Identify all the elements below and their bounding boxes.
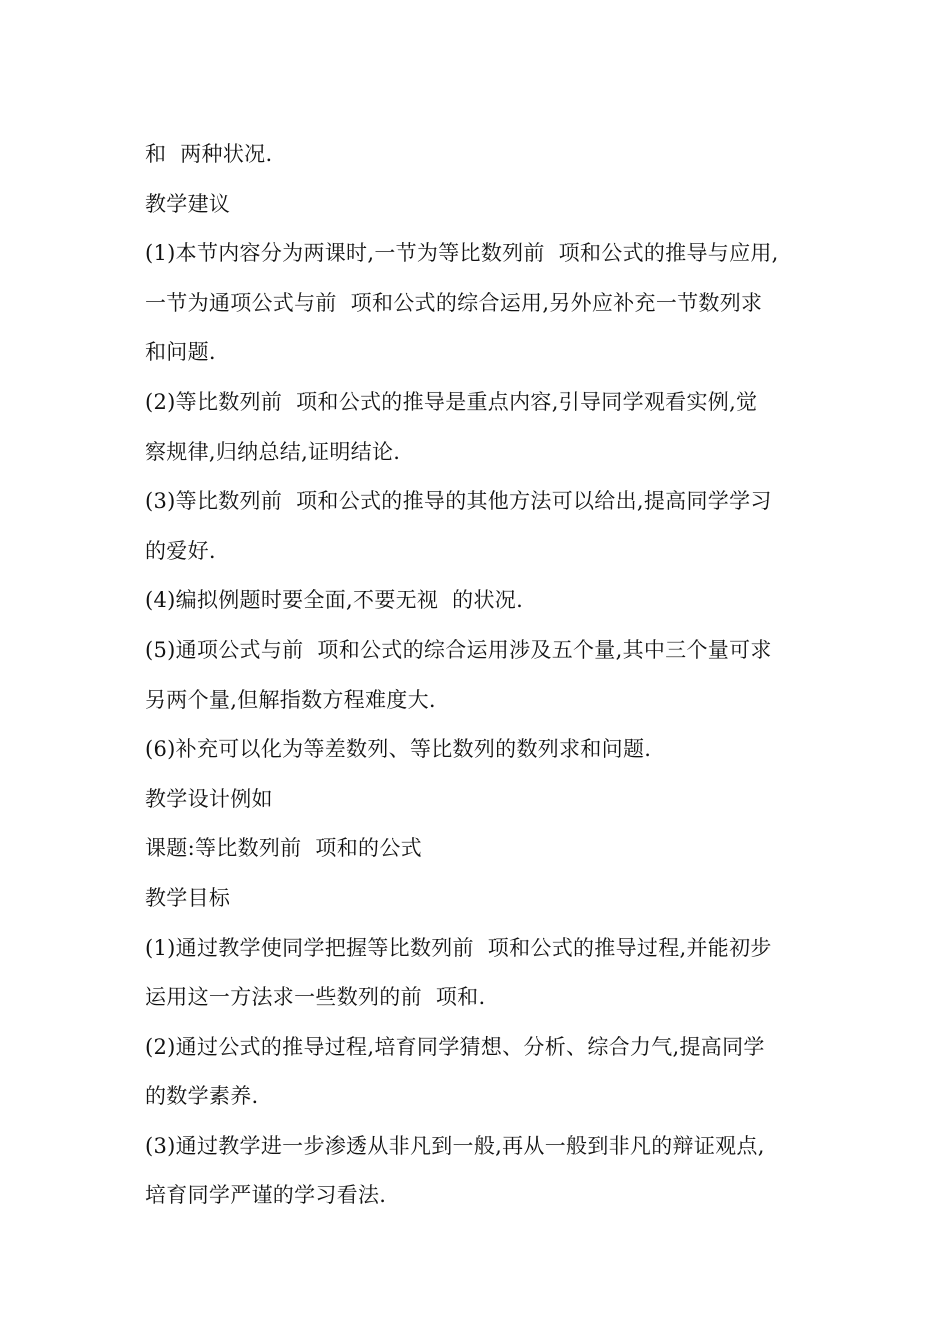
section-heading: 教学建议 <box>145 191 231 216</box>
text-line: (1)通过教学使同学把握等比数列前 项和公式的推导过程,并能初步 <box>145 935 772 960</box>
text-line: 察规律,归纳总结,证明结论. <box>145 439 401 464</box>
text-line: 和 两种状况. <box>145 142 273 166</box>
text-line: (1)本节内容分为两课时,一节为等比数列前 项和公式的推导与应用, <box>145 241 779 266</box>
document-body <box>145 130 845 1221</box>
text-line: 的数学素养. <box>145 1084 259 1109</box>
text-line: (4)编拟例题时要全面,不要无视 的状况. <box>145 588 524 613</box>
section-heading: 教学设计例如 <box>145 786 273 811</box>
text-line: (3)等比数列前 项和公式的推导的其他方法可以给出,提高同学学习 <box>145 489 772 514</box>
text-line: (6)补充可以化为等差数列、等比数列的数列求和问题. <box>145 737 652 762</box>
text-line: 和问题. <box>145 340 216 365</box>
text-line: (2)等比数列前 项和公式的推导是重点内容,引导同学观看实例,觉 <box>145 389 758 414</box>
text-line: (3)通过教学进一步渗透从非凡到一般,再从一般到非凡的辩证观点, <box>145 1133 765 1158</box>
text-line: 培育同学严谨的学习看法. <box>145 1183 387 1208</box>
text-line: (5)通项公式与前 项和公式的综合运用涉及五个量,其中三个量可求 <box>145 637 772 662</box>
section-heading: 教学目标 <box>145 885 231 910</box>
text-line: 的爱好. <box>145 538 216 563</box>
text-line: (2)通过公式的推导过程,培育同学猜想、分析、综合力气,提高同学 <box>145 1034 765 1059</box>
text-line: 一节为通项公式与前 项和公式的综合运用,另外应补充一节数列求 <box>145 290 763 315</box>
text-line: 运用这一方法求一些数列的前 项和. <box>145 985 486 1010</box>
text-line: 另两个量,但解指数方程难度大. <box>145 687 436 712</box>
lesson-title: 课题:等比数列前 项和的公式 <box>145 836 422 861</box>
